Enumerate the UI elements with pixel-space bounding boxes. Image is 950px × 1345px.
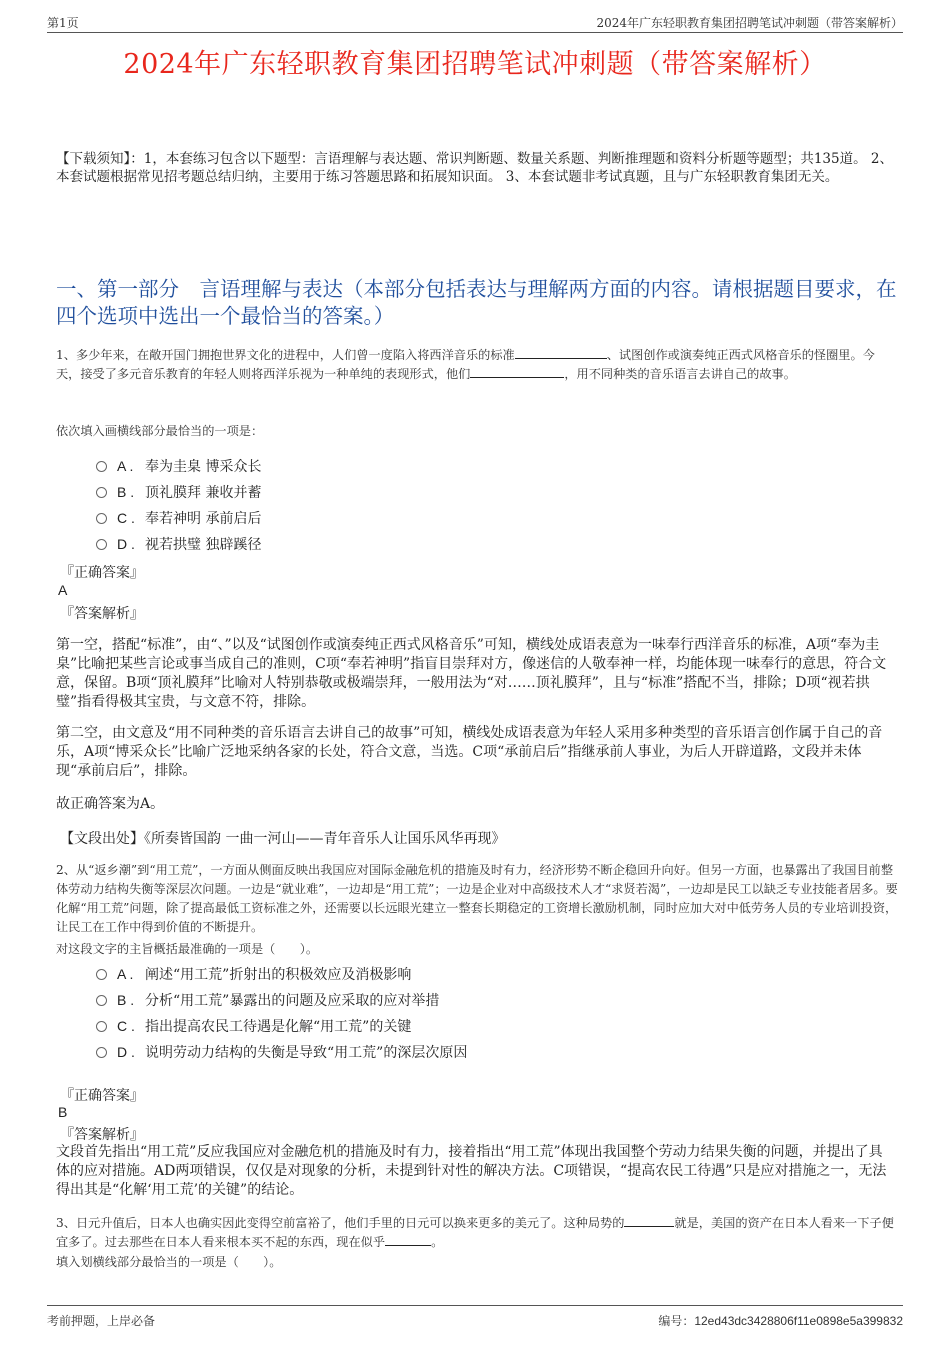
- fill-blank: [385, 1233, 431, 1246]
- fill-blank: [624, 1214, 674, 1227]
- page-header: [47, 14, 903, 33]
- q1-option-b[interactable]: B . 顶礼膜拜 兼收并蓄: [96, 482, 261, 502]
- page-footer: [47, 1305, 903, 1332]
- radio-icon[interactable]: [96, 513, 107, 524]
- question-2-stem: 2、从“返乡潮”到“用工荒”，一方面从侧面反映出我国应对国际金融危机的措施及时有力，经济形势不断企稳回升向好。但另一方面，也暴露出了我国目前整体劳动力结构失衡等深层次问题。一边是“就业难”，一边却是“用工荒”；一边是企业对中高级技术人才“求贤若渴”，一边却是民工以缺乏专业技能者居多。要化解“用工荒”问题，除了提高最低工资标准之外，还需要以长远眼光建立一整套长期稳定的工资增长激励机制，同时应加大对中低劳务人员的专业培训投资，让民工在工作中得到价值的不断提升。: [56, 863, 898, 934]
- q2-option-c[interactable]: C . 指出提高农民工待遇是化解“用工荒”的关键: [96, 1016, 411, 1036]
- footer-code: 编号：12ed43dc3428806f11e0898e5a399832: [658, 1314, 903, 1328]
- q1-analysis-label: 『答案解析』: [60, 606, 144, 622]
- q1-option-a[interactable]: A . 奉为圭臬 博采众长: [96, 456, 261, 476]
- q1-analysis-paragraph-1: 第一空，搭配“标准”，由“、”以及“试图创作或演奏纯正西式风格音乐”可知，横线处成语表意为一味奉行西洋音乐的标准，A项“奉为圭臬”比喻把某些言论或事当成自己的准则，C项“奉若神明”指盲目崇拜对方，像迷信的人敬奉神一样，均能体现一味奉行的意思，符合文意，保留。B项“顶礼膜拜”比喻对人特别恭敬或极端崇拜，一般用法为“对……顶礼膜拜”，且与“标准”搭配不当，排除；D项“视若拱璧”指看得极其宝贵，与文意不符，排除。: [56, 637, 887, 710]
- q1-answer: A: [58, 582, 68, 598]
- radio-icon[interactable]: [96, 1047, 107, 1058]
- q2-analysis-label: 『答案解析』: [60, 1127, 144, 1143]
- header-doc-title: 2024年广东轻职教育集团招聘笔试冲刺题（带答案解析）: [596, 16, 903, 30]
- q1-source: 【文段出处】《所奏皆国韵 一曲一河山——青年音乐人让国乐风华再现》: [60, 831, 506, 847]
- radio-icon[interactable]: [96, 995, 107, 1006]
- fill-blank: [470, 365, 564, 378]
- q2-analysis-paragraph: 文段首先指出“用工荒”反应我国应对金融危机的措施及时有力，接着指出“用工荒”体现出我国整个劳动力结果失衡的问题，并提出了具体的应对措施。AD两项错误，仅仅是对现象的分析，未提到针对性的解决方法。C项错误，“提高农民工待遇”只是应对措施之一，无法得出其是“化解‘用工荒’的关键”的结论。: [56, 1144, 887, 1198]
- footer-slogan: 考前押题，上岸必备: [47, 1314, 156, 1328]
- q2-option-b[interactable]: B . 分析“用工荒”暴露出的问题及应采取的应对举措: [96, 990, 439, 1010]
- q2-option-d[interactable]: D . 说明劳动力结构的失衡是导致“用工荒”的深层次原因: [96, 1042, 467, 1062]
- q1-conclusion: 故正确答案为A。: [56, 796, 165, 812]
- q1-answer-label: 『正确答案』: [60, 565, 144, 581]
- q1-option-c[interactable]: C . 奉若神明 承前启后: [96, 508, 261, 528]
- page-number: 第1页: [47, 16, 79, 30]
- download-notice: 【下载须知】：1，本套练习包含以下题型：言语理解与表达题、常识判断题、数量关系题、判断推理题和资料分析题等题型；共135道。 2、本套试题根据常见招考题总结归纳，主要用于练习答题思路和拓展知识面。 3、本套试题非考试真题，且与广东轻职教育集团无关。: [56, 151, 893, 185]
- question-2-prompt: 对这段文字的主旨概括最准确的一项是（ ）。: [56, 942, 319, 956]
- question-3-prompt: 填入划横线部分最恰当的一项是（ ）。: [56, 1255, 282, 1269]
- section-heading: 一、第一部分 言语理解与表达（本部分包括表达与理解两方面的内容。请根据题目要求，在四个选项中选出一个最恰当的答案。）: [56, 277, 897, 328]
- radio-icon[interactable]: [96, 461, 107, 472]
- q1-option-d[interactable]: D . 视若拱璧 独辟蹊径: [96, 534, 261, 554]
- question-1-stem: 1、多少年来，在敞开国门拥抱世界文化的进程中，人们曾一度陷入将西洋音乐的标准 、试图创作或演奏纯正西式风格音乐的怪圈里。今天，接受了多元音乐教育的年轻人则将西洋乐视为一种单纯的表现形式，他们 ，用不同种类的音乐语言去讲自己的故事。: [56, 348, 875, 381]
- question-1-prompt: 依次填入画横线部分最恰当的一项是：: [56, 424, 264, 438]
- radio-icon[interactable]: [96, 969, 107, 980]
- q2-answer: B: [58, 1104, 68, 1120]
- q1-analysis-paragraph-2: 第二空，由文意及“用不同种类的音乐语言去讲自己的故事”可知，横线处成语表意为年轻人采用多种类型的音乐语言创作属于自己的音乐，A项“博采众长”比喻广泛地采纳各家的长处，符合文意，当选。C项“承前启后”指继承前人事业，为后人开辟道路，文段并未体现“承前启后”，排除。: [56, 725, 883, 779]
- document-title: 2024年广东轻职教育集团招聘笔试冲刺题（带答案解析）: [123, 49, 827, 80]
- fill-blank: [515, 346, 607, 359]
- question-3-stem: 3、日元升值后，日本人也确实因此变得空前富裕了，他们手里的日元可以换来更多的美元了。这种局势的 就是，美国的资产在日本人看来一下子便宜多了。过去那些在日本人看来根本买不起的东西，现在似乎 。: [56, 1216, 894, 1249]
- radio-icon[interactable]: [96, 487, 107, 498]
- q2-answer-label: 『正确答案』: [60, 1088, 144, 1104]
- radio-icon[interactable]: [96, 1021, 107, 1032]
- q2-option-a[interactable]: A . 阐述“用工荒”折射出的积极效应及消极影响: [96, 964, 411, 984]
- radio-icon[interactable]: [96, 539, 107, 550]
